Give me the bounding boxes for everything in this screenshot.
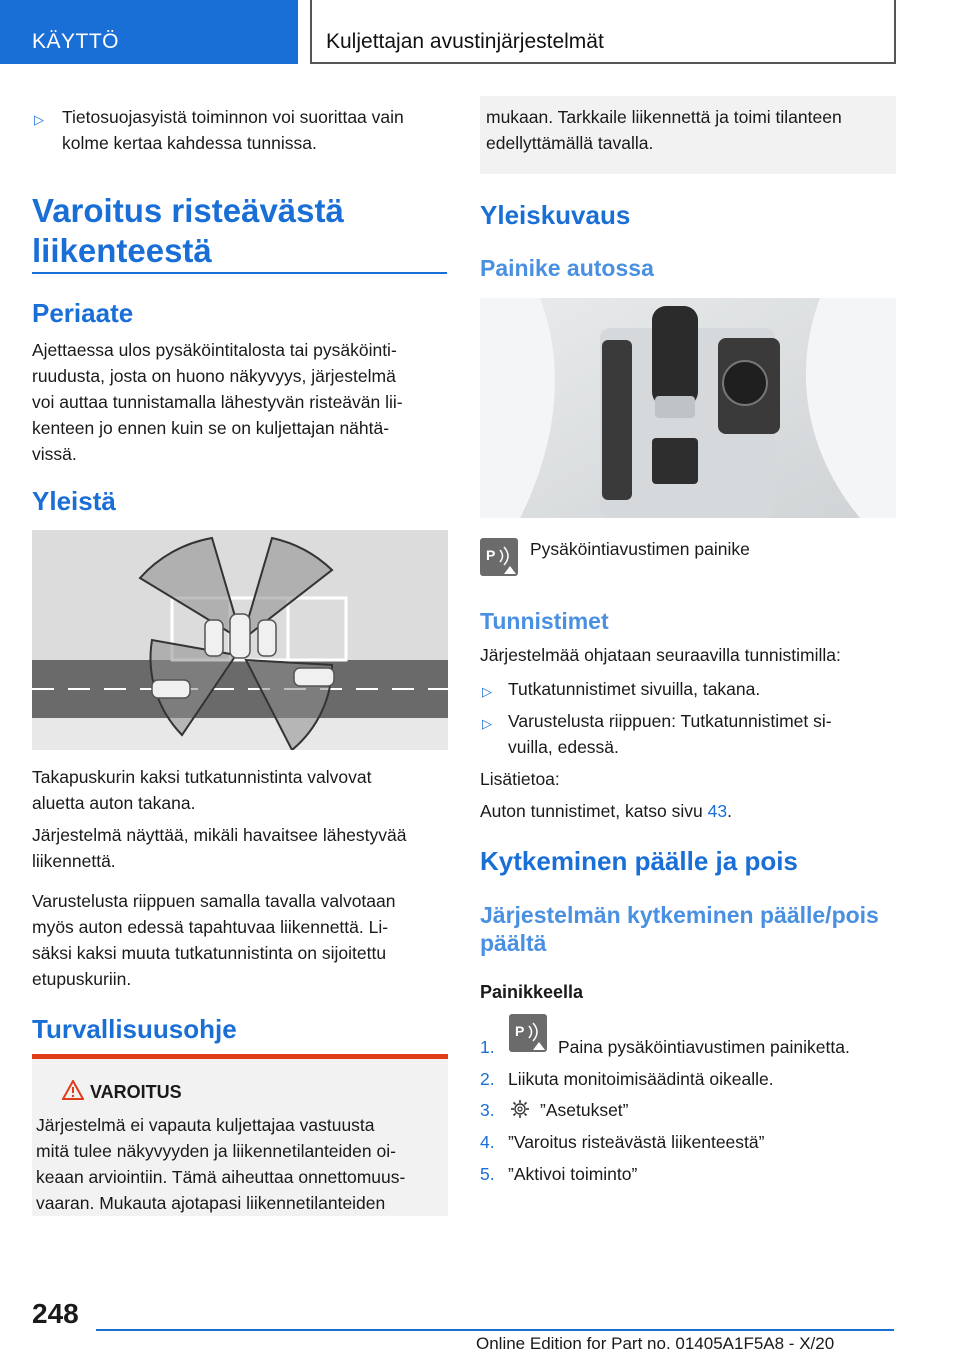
subheading-kytkeminen-line2: päältä bbox=[480, 930, 547, 956]
step-number: 3. bbox=[480, 1100, 495, 1120]
yleista-p3-line: säksi kaksi muuta tutkatunnistinta on sijoitettu bbox=[32, 943, 387, 963]
page-title-line1: Varoitus risteävästä bbox=[32, 192, 344, 229]
yleista-p1-line: aluetta auton takana. bbox=[32, 793, 196, 813]
page-number: 248 bbox=[32, 1298, 79, 1329]
svg-text:P: P bbox=[515, 1023, 525, 1039]
periaate-line: ruudusta, josta on huono näkyvyys, järjestelmä bbox=[32, 366, 396, 386]
periaate-line: kenteen jo ennen kuin se on kuljettajan nähtä- bbox=[32, 418, 390, 438]
sensor-reference bbox=[480, 798, 732, 824]
tunnistimet-intro: Järjestelmää ohjataan seuraavilla tunnistimilla: bbox=[480, 645, 841, 665]
heading-painike-autossa: Painike autossa bbox=[480, 255, 654, 281]
yleista-p2-line: liikennettä. bbox=[32, 851, 116, 871]
header-section-label: KÄYTTÖ bbox=[32, 30, 120, 53]
header-section-tab bbox=[0, 0, 298, 64]
gear-icon bbox=[510, 1099, 530, 1119]
title-divider bbox=[32, 272, 447, 274]
step-number: 1. bbox=[480, 1037, 495, 1057]
subheading-kytkeminen-line1: Järjestelmän kytkeminen päälle/pois bbox=[480, 902, 879, 928]
yleista-p2-line: Järjestelmä näyttää, mikäli havaitsee lähestyvää bbox=[32, 825, 407, 845]
radar-coverage-illustration bbox=[32, 530, 448, 750]
warning-title: VAROITUS bbox=[90, 1082, 182, 1102]
warning-cont-line: mukaan. Tarkkaile liikennettä ja toimi tilanteen bbox=[486, 107, 842, 127]
parking-assistant-button-icon bbox=[480, 538, 518, 576]
yleista-p3-line: Varustelusta riippuen samalla tavalla valvotaan bbox=[32, 891, 396, 911]
warning-line: Järjestelmä ei vapauta kuljettajaa vastuusta bbox=[36, 1115, 375, 1135]
sensor-reference-end: . bbox=[727, 801, 732, 821]
painikkeella-label: Painikkeella bbox=[480, 982, 584, 1002]
periaate-line: voi auttaa tunnistamalla lähestyvän risteävän lii- bbox=[32, 392, 403, 412]
heading-tunnistimet: Tunnistimet bbox=[480, 608, 609, 634]
button-caption: Pysäköintiavustimen painike bbox=[530, 539, 750, 559]
step-text: Liikuta monitoimisäädintä oikealle. bbox=[508, 1069, 774, 1089]
step-number: 4. bbox=[480, 1132, 495, 1152]
tunnistimet-bullet-2-line2: vuilla, edessä. bbox=[508, 737, 619, 757]
page-title-line2: liikenteestä bbox=[32, 232, 212, 269]
center-console-photo bbox=[480, 298, 896, 518]
svg-text:P: P bbox=[486, 547, 496, 563]
step-text: Paina pysäköintiavustimen painiketta. bbox=[558, 1037, 850, 1057]
warning-line: mitä tulee näkyvyyden ja liikennetilanteiden oi- bbox=[36, 1141, 396, 1161]
bullet-privacy-line2: kolme kertaa kahdessa tunnissa. bbox=[62, 133, 317, 153]
step-number: 5. bbox=[480, 1164, 495, 1184]
heading-kytkeminen: Kytkeminen päälle ja pois bbox=[480, 846, 798, 876]
heading-yleista: Yleistä bbox=[32, 486, 116, 516]
footer-divider bbox=[96, 1329, 894, 1331]
sensor-reference-text: Auton tunnistimet, katso sivu bbox=[480, 801, 708, 821]
periaate-line: Ajettaessa ulos pysäköintitalosta tai pysäköinti- bbox=[32, 340, 397, 360]
footer-edition: Online Edition for Part no. 01405A1F5A8 - X/20 bbox=[476, 1334, 835, 1353]
yleista-p3-line: etupuskuriin. bbox=[32, 969, 132, 989]
periaate-line: vissä. bbox=[32, 444, 77, 464]
lisatietoa-label: Lisätietoa: bbox=[480, 769, 560, 789]
yleista-p3-line: myös auton edessä tapahtuvaa liikennettä. Li- bbox=[32, 917, 389, 937]
page-reference-link[interactable]: 43 bbox=[707, 801, 728, 821]
step-text: ”Asetukset” bbox=[540, 1100, 629, 1120]
tunnistimet-bullet-2-line1: Varustelusta riippuen: Tutkatunnistimet si- bbox=[508, 711, 832, 731]
step-text: ”Aktivoi toiminto” bbox=[508, 1164, 638, 1184]
warning-triangle-icon bbox=[62, 1080, 84, 1100]
yleista-p1-line: Takapuskurin kaksi tutkatunnistinta valvovat bbox=[32, 767, 372, 787]
heading-yleiskuvaus: Yleiskuvaus bbox=[480, 200, 631, 230]
step-text: ”Varoitus risteävästä liikenteestä” bbox=[508, 1132, 765, 1152]
heading-turvallisuusohje: Turvallisuusohje bbox=[32, 1014, 237, 1044]
tunnistimet-bullet-1: Tutkatunnistimet sivuilla, takana. bbox=[508, 679, 761, 699]
parking-assistant-button-icon bbox=[509, 1014, 547, 1052]
header-chapter-label: Kuljettajan avustinjärjestelmät bbox=[326, 30, 604, 53]
bullet-triangle-icon: ▷ bbox=[482, 684, 492, 699]
step-number: 2. bbox=[480, 1069, 495, 1089]
warning-line: vaaran. Mukauta ajotapasi liikennetilanteiden bbox=[36, 1193, 386, 1213]
heading-periaate: Periaate bbox=[32, 298, 134, 328]
header-chapter-box bbox=[310, 0, 896, 64]
warning-line: keaan arviointiin. Tämä aiheuttaa onnettomuus- bbox=[36, 1167, 406, 1187]
bullet-privacy-line1: Tietosuojasyistä toiminnon voi suorittaa vain bbox=[62, 107, 404, 127]
warning-cont-line: edellyttämällä tavalla. bbox=[486, 133, 654, 153]
bullet-triangle-icon: ▷ bbox=[482, 716, 492, 731]
bullet-triangle-icon: ▷ bbox=[34, 112, 44, 127]
